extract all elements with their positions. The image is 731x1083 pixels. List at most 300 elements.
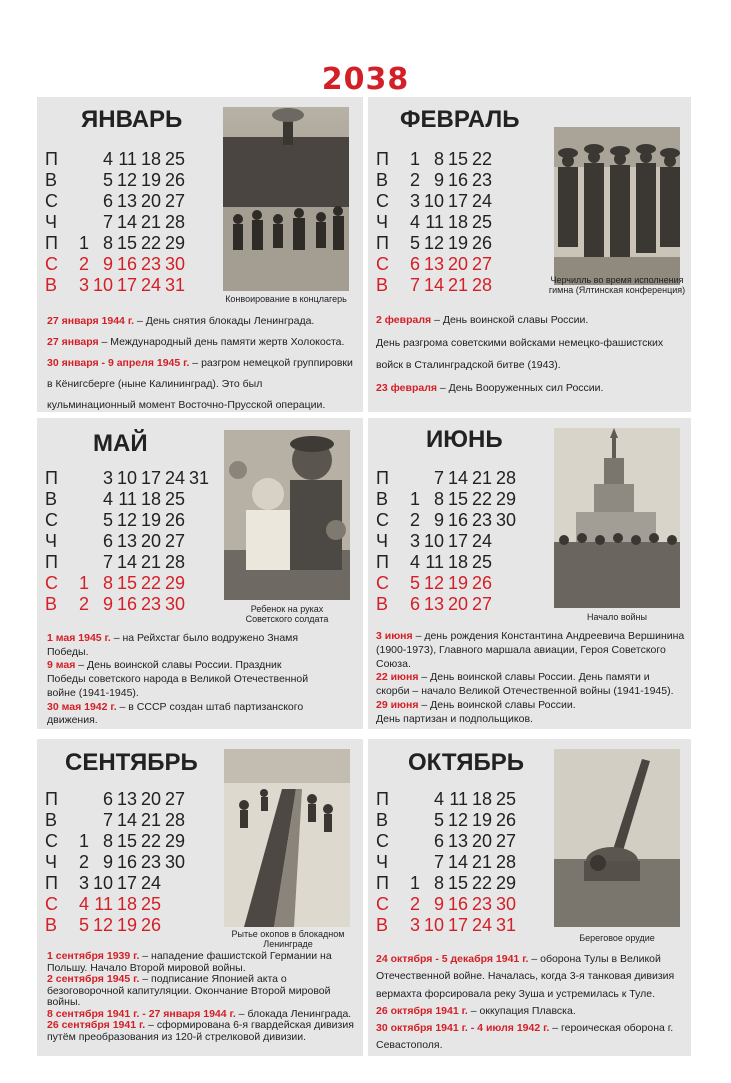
week-row — [45, 170, 209, 191]
week-row — [45, 810, 209, 831]
event-text: – разгром немецкой группировки в Кёнигсберге (ныне Калининград). Это был кульминационный момент Восточно-Прусской операции. — [47, 357, 353, 411]
month-title: ЯНВАРЬ — [81, 106, 183, 133]
day-cell: 26 — [164, 170, 185, 190]
week-row — [45, 915, 209, 936]
event-text: – день рождения Константина Андреевича Вершинина (1900-1973), Главного маршала авиации, Героя Советского Союза. — [376, 630, 685, 670]
month-panel-october — [368, 739, 691, 1056]
day-cell: 25 — [471, 212, 492, 232]
day-cell: 8 — [433, 489, 444, 509]
day-cell: 7 — [409, 275, 420, 295]
day-cell: 23 — [140, 852, 161, 872]
day-cell: 14 — [423, 275, 444, 295]
weekday-label: В — [376, 594, 389, 614]
week-row — [45, 789, 209, 810]
weekday-label: В — [376, 275, 389, 295]
day-cell: 11 — [425, 552, 444, 572]
day-cell: 11 — [449, 789, 468, 809]
month-title: СЕНТЯБРЬ — [65, 749, 198, 776]
week-row — [376, 468, 540, 489]
event-date: 26 сентября 1941 г. — [47, 1019, 146, 1031]
event-date: 27 января — [47, 336, 99, 348]
week-row — [376, 831, 540, 852]
day-cell: 14 — [447, 468, 468, 488]
week-row — [376, 170, 540, 191]
day-cell: 30 — [164, 852, 185, 872]
event-text: – героическая оборона г. Севастополя. — [376, 1022, 674, 1052]
events-list — [376, 951, 690, 1055]
day-cell: 22 — [140, 233, 161, 253]
weekday-label: П — [376, 468, 389, 488]
event-item — [376, 1020, 690, 1055]
day-cell: 11 — [425, 212, 444, 232]
weekday-label: С — [376, 191, 389, 211]
day-cell: 16 — [447, 170, 468, 190]
day-cell: 1 — [78, 233, 89, 253]
day-cell: 18 — [116, 894, 137, 914]
day-cell: 24 — [471, 531, 492, 551]
week-row — [376, 489, 540, 510]
event-text: – в СССР создан штаб партизанского движения. — [47, 700, 304, 727]
day-cell: 20 — [140, 531, 161, 551]
day-cell: 16 — [116, 254, 137, 274]
week-row — [45, 468, 209, 489]
day-cell: 9 — [102, 254, 113, 274]
month-title: ФЕВРАЛЬ — [400, 106, 520, 133]
day-cell: 16 — [116, 852, 137, 872]
weekday-label: Ч — [376, 852, 388, 872]
day-cell: 8 — [433, 873, 444, 893]
day-cell: 28 — [495, 468, 516, 488]
day-cell: 2 — [78, 254, 89, 274]
event-item — [47, 974, 359, 1009]
day-cell: 19 — [447, 233, 468, 253]
weekday-label: В — [45, 594, 58, 614]
day-cell: 10 — [423, 915, 444, 935]
weekday-label: Ч — [45, 531, 57, 551]
weekday-label: П — [376, 233, 389, 253]
weekday-label: С — [376, 894, 389, 914]
day-cell: 13 — [116, 789, 137, 809]
event-item — [47, 311, 353, 332]
day-cell: 29 — [164, 573, 185, 593]
day-cell: 22 — [140, 573, 161, 593]
day-cell: 12 — [423, 233, 444, 253]
week-row — [45, 275, 209, 296]
day-cell: 4 — [102, 489, 113, 509]
day-cell: 8 — [102, 831, 113, 851]
week-row — [376, 233, 540, 254]
photo-caption: Ребенок на руках Советского солдата — [245, 604, 329, 624]
week-row — [376, 852, 540, 873]
weekday-label: П — [45, 552, 58, 572]
weekday-label: Ч — [376, 531, 388, 551]
event-date: 9 мая — [47, 659, 76, 672]
event-date: 27 января 1944 г. — [47, 315, 135, 327]
month-panel-september — [37, 739, 363, 1056]
day-cell: 17 — [140, 468, 161, 488]
day-cell: 1 — [409, 489, 420, 509]
day-cell: 25 — [495, 789, 516, 809]
photo-war-start — [554, 428, 680, 608]
week-row — [45, 510, 209, 531]
weekday-label: В — [45, 915, 58, 935]
weekday-label: В — [376, 170, 389, 190]
day-cell: 27 — [471, 254, 492, 274]
day-cell: 2 — [78, 852, 89, 872]
week-row — [45, 573, 209, 594]
day-cell: 6 — [102, 531, 113, 551]
event-text: – оборона Тулы в Великой Отечественной войне. Началась, когда 3-я танковая дивизия вермахта форсировала реку Зуша и устремилась к Туле. — [376, 953, 675, 1000]
month-title: МАЙ — [93, 430, 148, 457]
events-list — [376, 309, 684, 399]
weekday-label: С — [376, 831, 389, 851]
weekday-label: С — [376, 510, 389, 530]
day-cell: 16 — [116, 594, 137, 614]
events-list — [47, 951, 359, 1043]
day-cell: 5 — [409, 233, 420, 253]
month-panel-june — [368, 418, 691, 729]
day-cell: 2 — [409, 894, 420, 914]
day-cell: 20 — [447, 254, 468, 274]
day-cell: 19 — [140, 170, 161, 190]
weekday-label: П — [376, 789, 389, 809]
day-cell: 24 — [471, 915, 492, 935]
day-cell: 13 — [423, 254, 444, 274]
event-item — [47, 659, 317, 700]
day-cell: 15 — [116, 831, 137, 851]
day-cell: 19 — [447, 573, 468, 593]
day-cell: 3 — [409, 191, 420, 211]
weekday-label: С — [45, 510, 58, 530]
event-item — [376, 671, 686, 699]
weekday-label: Ч — [45, 852, 57, 872]
day-cell: 30 — [495, 894, 516, 914]
week-row — [45, 831, 209, 852]
day-cell: 22 — [140, 831, 161, 851]
day-cell: 18 — [471, 789, 492, 809]
month-title: ОКТЯБРЬ — [408, 749, 525, 776]
week-row — [376, 573, 540, 594]
day-cell: 24 — [471, 191, 492, 211]
week-row — [376, 191, 540, 212]
weekday-label: С — [45, 573, 58, 593]
events-list — [47, 311, 353, 416]
day-cell: 26 — [471, 573, 492, 593]
event-date: 30 мая 1942 г. — [47, 700, 117, 713]
day-cell: 23 — [140, 254, 161, 274]
weekday-label: П — [376, 149, 389, 169]
day-grid — [45, 789, 209, 936]
day-cell: 7 — [102, 810, 113, 830]
day-cell: 27 — [495, 831, 516, 851]
day-cell: 28 — [164, 810, 185, 830]
day-grid — [376, 468, 540, 615]
day-cell: 1 — [78, 831, 89, 851]
event-text: – Международный день памяти жертв Холокоста. — [98, 336, 345, 348]
day-grid — [45, 468, 209, 615]
photo-caption: Рытье окопов в блокадном Ленинграде — [231, 929, 345, 949]
weekday-label: П — [45, 789, 58, 809]
event-text: – нападение фашистской Германии на Польшу. Начало Второй мировой войны. — [47, 950, 332, 974]
day-cell: 4 — [78, 894, 89, 914]
week-row — [376, 873, 540, 894]
day-cell: 23 — [471, 894, 492, 914]
day-cell: 27 — [164, 191, 185, 211]
day-cell: 16 — [447, 894, 468, 914]
day-cell: 5 — [102, 510, 113, 530]
day-cell: 27 — [471, 594, 492, 614]
day-cell: 24 — [140, 275, 161, 295]
day-cell: 25 — [164, 489, 185, 509]
day-cell: 11 — [118, 489, 137, 509]
photo-caption: Черчилль во время исполнения гимна (Ялтинская конференция) — [548, 275, 686, 295]
day-cell: 21 — [471, 852, 492, 872]
day-cell: 13 — [423, 594, 444, 614]
event-date: 3 июня — [376, 630, 413, 642]
event-text: – День воинской славы России. Праздник Победы советского народа в Великой Отечественной войне (1941-1945). — [47, 659, 309, 699]
day-cell: 24 — [140, 873, 161, 893]
day-cell: 28 — [495, 852, 516, 872]
event-text: День разгрома советскими войсками немецко-фашистских войск в Сталинградской битве (1943). — [376, 336, 664, 371]
day-cell: 27 — [164, 789, 185, 809]
event-item — [376, 713, 686, 727]
day-cell: 8 — [102, 573, 113, 593]
weekday-label: Ч — [45, 212, 57, 232]
day-cell: 29 — [164, 233, 185, 253]
event-date: 2 сентября 1945 г. — [47, 973, 140, 985]
day-cell: 3 — [409, 531, 420, 551]
day-cell: 27 — [164, 531, 185, 551]
week-row — [45, 531, 209, 552]
event-text: День партизан и подпольщиков. — [376, 712, 533, 725]
event-date: 23 февраля — [376, 381, 437, 394]
event-item — [376, 309, 684, 332]
day-cell: 14 — [116, 212, 137, 232]
day-cell: 15 — [447, 489, 468, 509]
day-cell: 28 — [164, 212, 185, 232]
day-cell: 23 — [471, 170, 492, 190]
week-row — [45, 852, 209, 873]
day-cell: 14 — [116, 552, 137, 572]
month-panel-january — [37, 97, 363, 412]
day-cell: 29 — [495, 873, 516, 893]
day-cell: 26 — [471, 233, 492, 253]
photo-caption: Конвоирование в концлагерь — [225, 294, 347, 304]
day-cell: 15 — [447, 873, 468, 893]
day-cell: 18 — [140, 489, 161, 509]
photo-coastal-gun — [554, 749, 680, 927]
day-cell: 12 — [116, 170, 137, 190]
day-cell: 17 — [447, 531, 468, 551]
day-cell: 7 — [102, 552, 113, 572]
week-row — [45, 489, 209, 510]
day-cell: 10 — [116, 468, 137, 488]
event-text: – День Вооруженных сил России. — [437, 381, 604, 394]
day-cell: 18 — [447, 552, 468, 572]
photo-yalta — [554, 127, 680, 285]
day-cell: 22 — [471, 873, 492, 893]
weekday-label: В — [376, 810, 389, 830]
week-row — [376, 531, 540, 552]
event-date: 24 октября - 5 декабря 1941 г. — [376, 953, 529, 965]
day-cell: 21 — [140, 810, 161, 830]
day-cell: 6 — [433, 831, 444, 851]
week-row — [376, 789, 540, 810]
day-cell: 11 — [94, 894, 113, 914]
day-cell: 31 — [188, 468, 209, 488]
day-cell: 22 — [471, 149, 492, 169]
day-cell: 17 — [116, 275, 137, 295]
event-item — [376, 699, 686, 713]
day-cell: 10 — [92, 873, 113, 893]
week-row — [45, 254, 209, 275]
day-cell: 26 — [140, 915, 161, 935]
photo-caption: Начало войны — [586, 612, 647, 622]
day-cell: 12 — [447, 810, 468, 830]
day-cell: 28 — [164, 552, 185, 572]
day-cell: 9 — [433, 894, 444, 914]
day-cell: 11 — [118, 149, 137, 169]
weekday-label: В — [45, 170, 58, 190]
event-date: 30 октября 1941 г. - 4 июля 1942 г. — [376, 1022, 550, 1035]
weekday-label: С — [45, 191, 58, 211]
event-item — [47, 632, 317, 659]
week-row — [376, 915, 540, 936]
day-cell: 3 — [78, 275, 89, 295]
event-item — [376, 630, 686, 671]
day-cell: 8 — [102, 233, 113, 253]
event-text: – блокада Ленинграда. — [235, 1007, 352, 1020]
day-cell: 19 — [140, 510, 161, 530]
event-text: – День воинской славы России. День памяти и скорби – начало Великой Отечественной войны (1941-1945). — [376, 671, 674, 698]
day-cell: 8 — [433, 149, 444, 169]
week-row — [376, 894, 540, 915]
photo-convoy — [223, 107, 349, 291]
event-date: 29 июня — [376, 698, 419, 711]
day-cell: 9 — [433, 510, 444, 530]
photo-trenches — [224, 749, 350, 927]
event-date: 1 сентября 1939 г. — [47, 950, 140, 962]
day-cell: 25 — [164, 149, 185, 169]
day-cell: 5 — [409, 573, 420, 593]
day-cell: 2 — [78, 594, 89, 614]
day-cell: 26 — [495, 810, 516, 830]
day-cell: 4 — [433, 789, 444, 809]
event-date: 8 сентября 1941 г. - 27 января 1944 г. — [47, 1007, 236, 1020]
day-cell: 13 — [447, 831, 468, 851]
day-cell: 18 — [447, 212, 468, 232]
day-cell: 18 — [140, 149, 161, 169]
event-text: – оккупация Плавска. — [467, 1004, 576, 1017]
day-cell: 15 — [116, 233, 137, 253]
day-cell: 31 — [164, 275, 185, 295]
day-cell: 1 — [409, 873, 420, 893]
day-cell: 10 — [92, 275, 113, 295]
month-panel-february — [368, 97, 691, 412]
event-item — [47, 1020, 359, 1043]
day-cell: 28 — [471, 275, 492, 295]
day-cell: 17 — [447, 191, 468, 211]
day-cell: 21 — [140, 552, 161, 572]
event-text: – подписание Японией акта о безоговорочной капитуляции. Окончание Второй мировой войны. — [47, 973, 331, 1008]
day-cell: 20 — [140, 789, 161, 809]
day-cell: 1 — [78, 573, 89, 593]
day-cell: 17 — [447, 915, 468, 935]
week-row — [376, 254, 540, 275]
weekday-label: С — [45, 894, 58, 914]
day-cell: 9 — [102, 594, 113, 614]
day-cell: 23 — [471, 510, 492, 530]
week-row — [45, 552, 209, 573]
day-cell: 3 — [102, 468, 113, 488]
day-cell: 13 — [116, 191, 137, 211]
event-text: – сформирована 6-я гвардейская дивизия путём преобразования из 120-й стрелковой дивизии. — [47, 1019, 354, 1043]
day-cell: 7 — [433, 468, 444, 488]
day-cell: 2 — [409, 170, 420, 190]
event-item — [47, 353, 353, 416]
day-cell: 12 — [92, 915, 113, 935]
weekday-label: В — [45, 489, 58, 509]
event-date: 26 октября 1941 г. — [376, 1004, 468, 1017]
day-cell: 30 — [164, 254, 185, 274]
day-cell: 6 — [102, 191, 113, 211]
week-row — [45, 873, 209, 894]
weekday-label: П — [45, 873, 58, 893]
day-cell: 15 — [447, 149, 468, 169]
week-row — [45, 212, 209, 233]
weekday-label: С — [376, 573, 389, 593]
week-row — [376, 810, 540, 831]
day-cell: 15 — [116, 573, 137, 593]
week-row — [376, 212, 540, 233]
day-cell: 19 — [116, 915, 137, 935]
day-cell: 9 — [102, 852, 113, 872]
day-cell: 5 — [102, 170, 113, 190]
day-cell: 12 — [116, 510, 137, 530]
weekday-label: В — [45, 810, 58, 830]
day-cell: 9 — [433, 170, 444, 190]
event-item — [376, 1003, 690, 1020]
weekday-label: Ч — [376, 212, 388, 232]
weekday-label: П — [45, 149, 58, 169]
day-grid — [376, 789, 540, 936]
week-row — [45, 594, 209, 615]
week-row — [45, 233, 209, 254]
weekday-label: В — [376, 915, 389, 935]
event-text: – на Рейхстаг было водружено Знамя Победы. — [47, 632, 299, 658]
weekday-label: С — [45, 254, 58, 274]
day-cell: 30 — [495, 510, 516, 530]
weekday-label: В — [45, 275, 58, 295]
event-item — [376, 377, 684, 400]
day-cell: 20 — [447, 594, 468, 614]
day-cell: 21 — [447, 275, 468, 295]
weekday-label: П — [45, 233, 58, 253]
event-item — [47, 951, 359, 974]
day-cell: 17 — [116, 873, 137, 893]
day-cell: 10 — [423, 531, 444, 551]
day-cell: 25 — [140, 894, 161, 914]
day-cell: 23 — [140, 594, 161, 614]
day-cell: 1 — [409, 149, 420, 169]
day-cell: 4 — [409, 552, 420, 572]
day-cell: 19 — [471, 810, 492, 830]
weekday-label: В — [376, 489, 389, 509]
week-row — [376, 552, 540, 573]
month-panel-may — [37, 418, 363, 729]
day-cell: 3 — [78, 873, 89, 893]
day-cell: 4 — [409, 212, 420, 232]
